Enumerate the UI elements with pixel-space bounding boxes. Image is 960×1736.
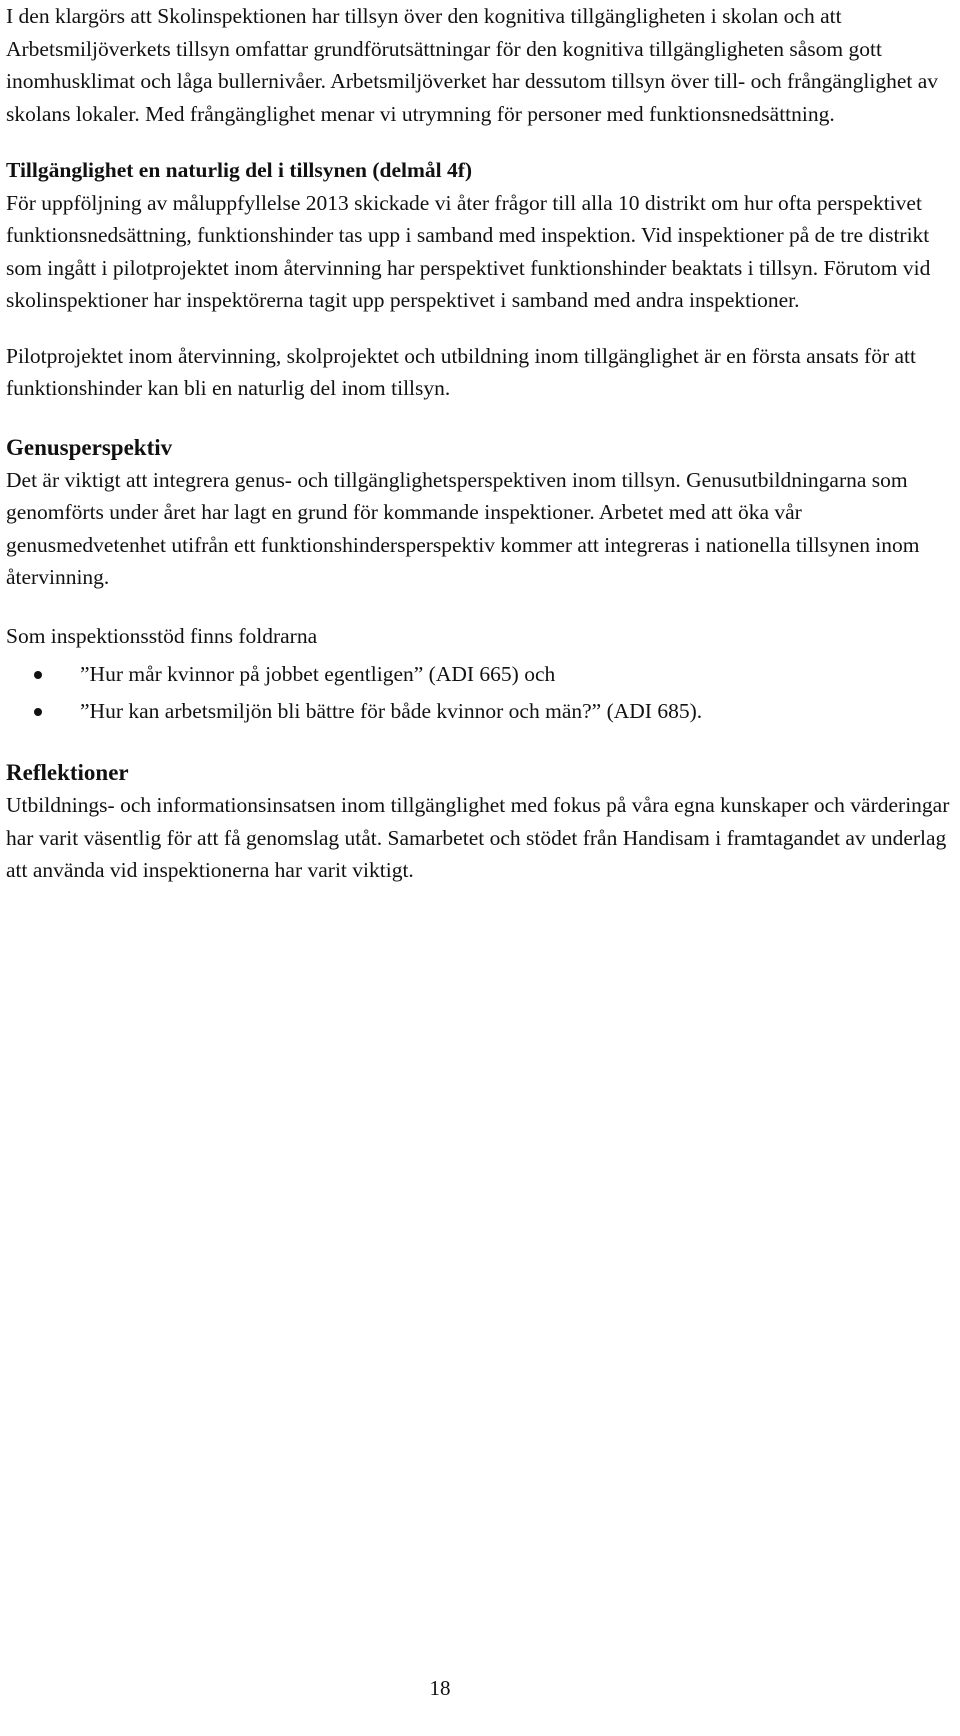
page-number: 18: [429, 1676, 451, 1700]
stod-intro: Som inspektionsstöd finns foldrarna: [6, 623, 318, 648]
document-page: [6, 0, 956, 887]
list-item: [6, 693, 956, 730]
list-item: [6, 656, 956, 693]
tillganglighet-paragraph: För uppföljning av måluppfyllelse 2013 skickade vi åter frågor till alla 10 distrikt om hur ofta perspektivet funktionsnedsättning, funktionshinder tas upp i samband med inspektion. Vid inspektioner på de tre distrikt som ingått i pilotprojektet inom återvinning har perspektivet funktionshinder beaktats i tillsyn. Förutom vid skolinspektioner har inspektörerna tagit upp perspektivet i samband med andra inspektioner.: [6, 190, 931, 312]
list-item-text: ”Hur mår kvinnor på jobbet egentligen” (ADI 665) och: [80, 662, 556, 686]
bullet-icon: [34, 671, 42, 679]
section-heading-reflektioner: Reflektioner: [6, 760, 129, 785]
section-heading-genus: Genusperspektiv: [6, 434, 173, 460]
bullet-icon: [34, 708, 42, 716]
pilot-paragraph: Pilotprojektet inom återvinning, skolprojektet och utbildning inom tillgänglighet är en första ansats för att funktionshinder kan bli en naturlig del inom tillsyn.: [6, 343, 916, 400]
list-item-text: ”Hur kan arbetsmiljön bli bättre för både kvinnor och män?” (ADI 685).: [80, 699, 703, 723]
intro-paragraph: I den klargörs att Skolinspektionen har tillsyn över den kognitiva tillgängligheten i skolan och att Arbetsmiljöverkets tillsyn omfattar grundförutsättningar för den kognitiva tillgängligheten såsom gott inomhusklimat och låga bullernivåer. Arbetsmiljöverket har dessutom tillsyn över till- och frångänglighet av skolans lokaler. Med frångänglighet menar vi utrymning för personer med funktionsnedsättning.: [6, 4, 939, 126]
reflektioner-paragraph: Utbildnings- och informationsinsatsen inom tillgänglighet med fokus på våra egna kunskaper och värderingar har varit väsentlig för att få genomslag utåt. Samarbetet och stödet från Handisam i framtagandet av underlag att använda vid inspektionerna har varit viktigt.: [6, 793, 950, 882]
section-heading-tillganglighet: Tillgänglighet en naturlig del i tillsynen (delmål 4f): [6, 158, 473, 182]
genus-paragraph: Det är viktigt att integrera genus- och tillgänglighetsperspektiven inom tillsyn. Genusutbildningarna som genomförts under året har lagt en grund för kommande inspektioner. Arbetet med att öka vår genusmedvetenhet utifrån ett funktionshindersperspektiv kommer att integreras i nationella tillsynen inom återvinning.: [6, 467, 920, 589]
folder-list: [6, 656, 956, 730]
